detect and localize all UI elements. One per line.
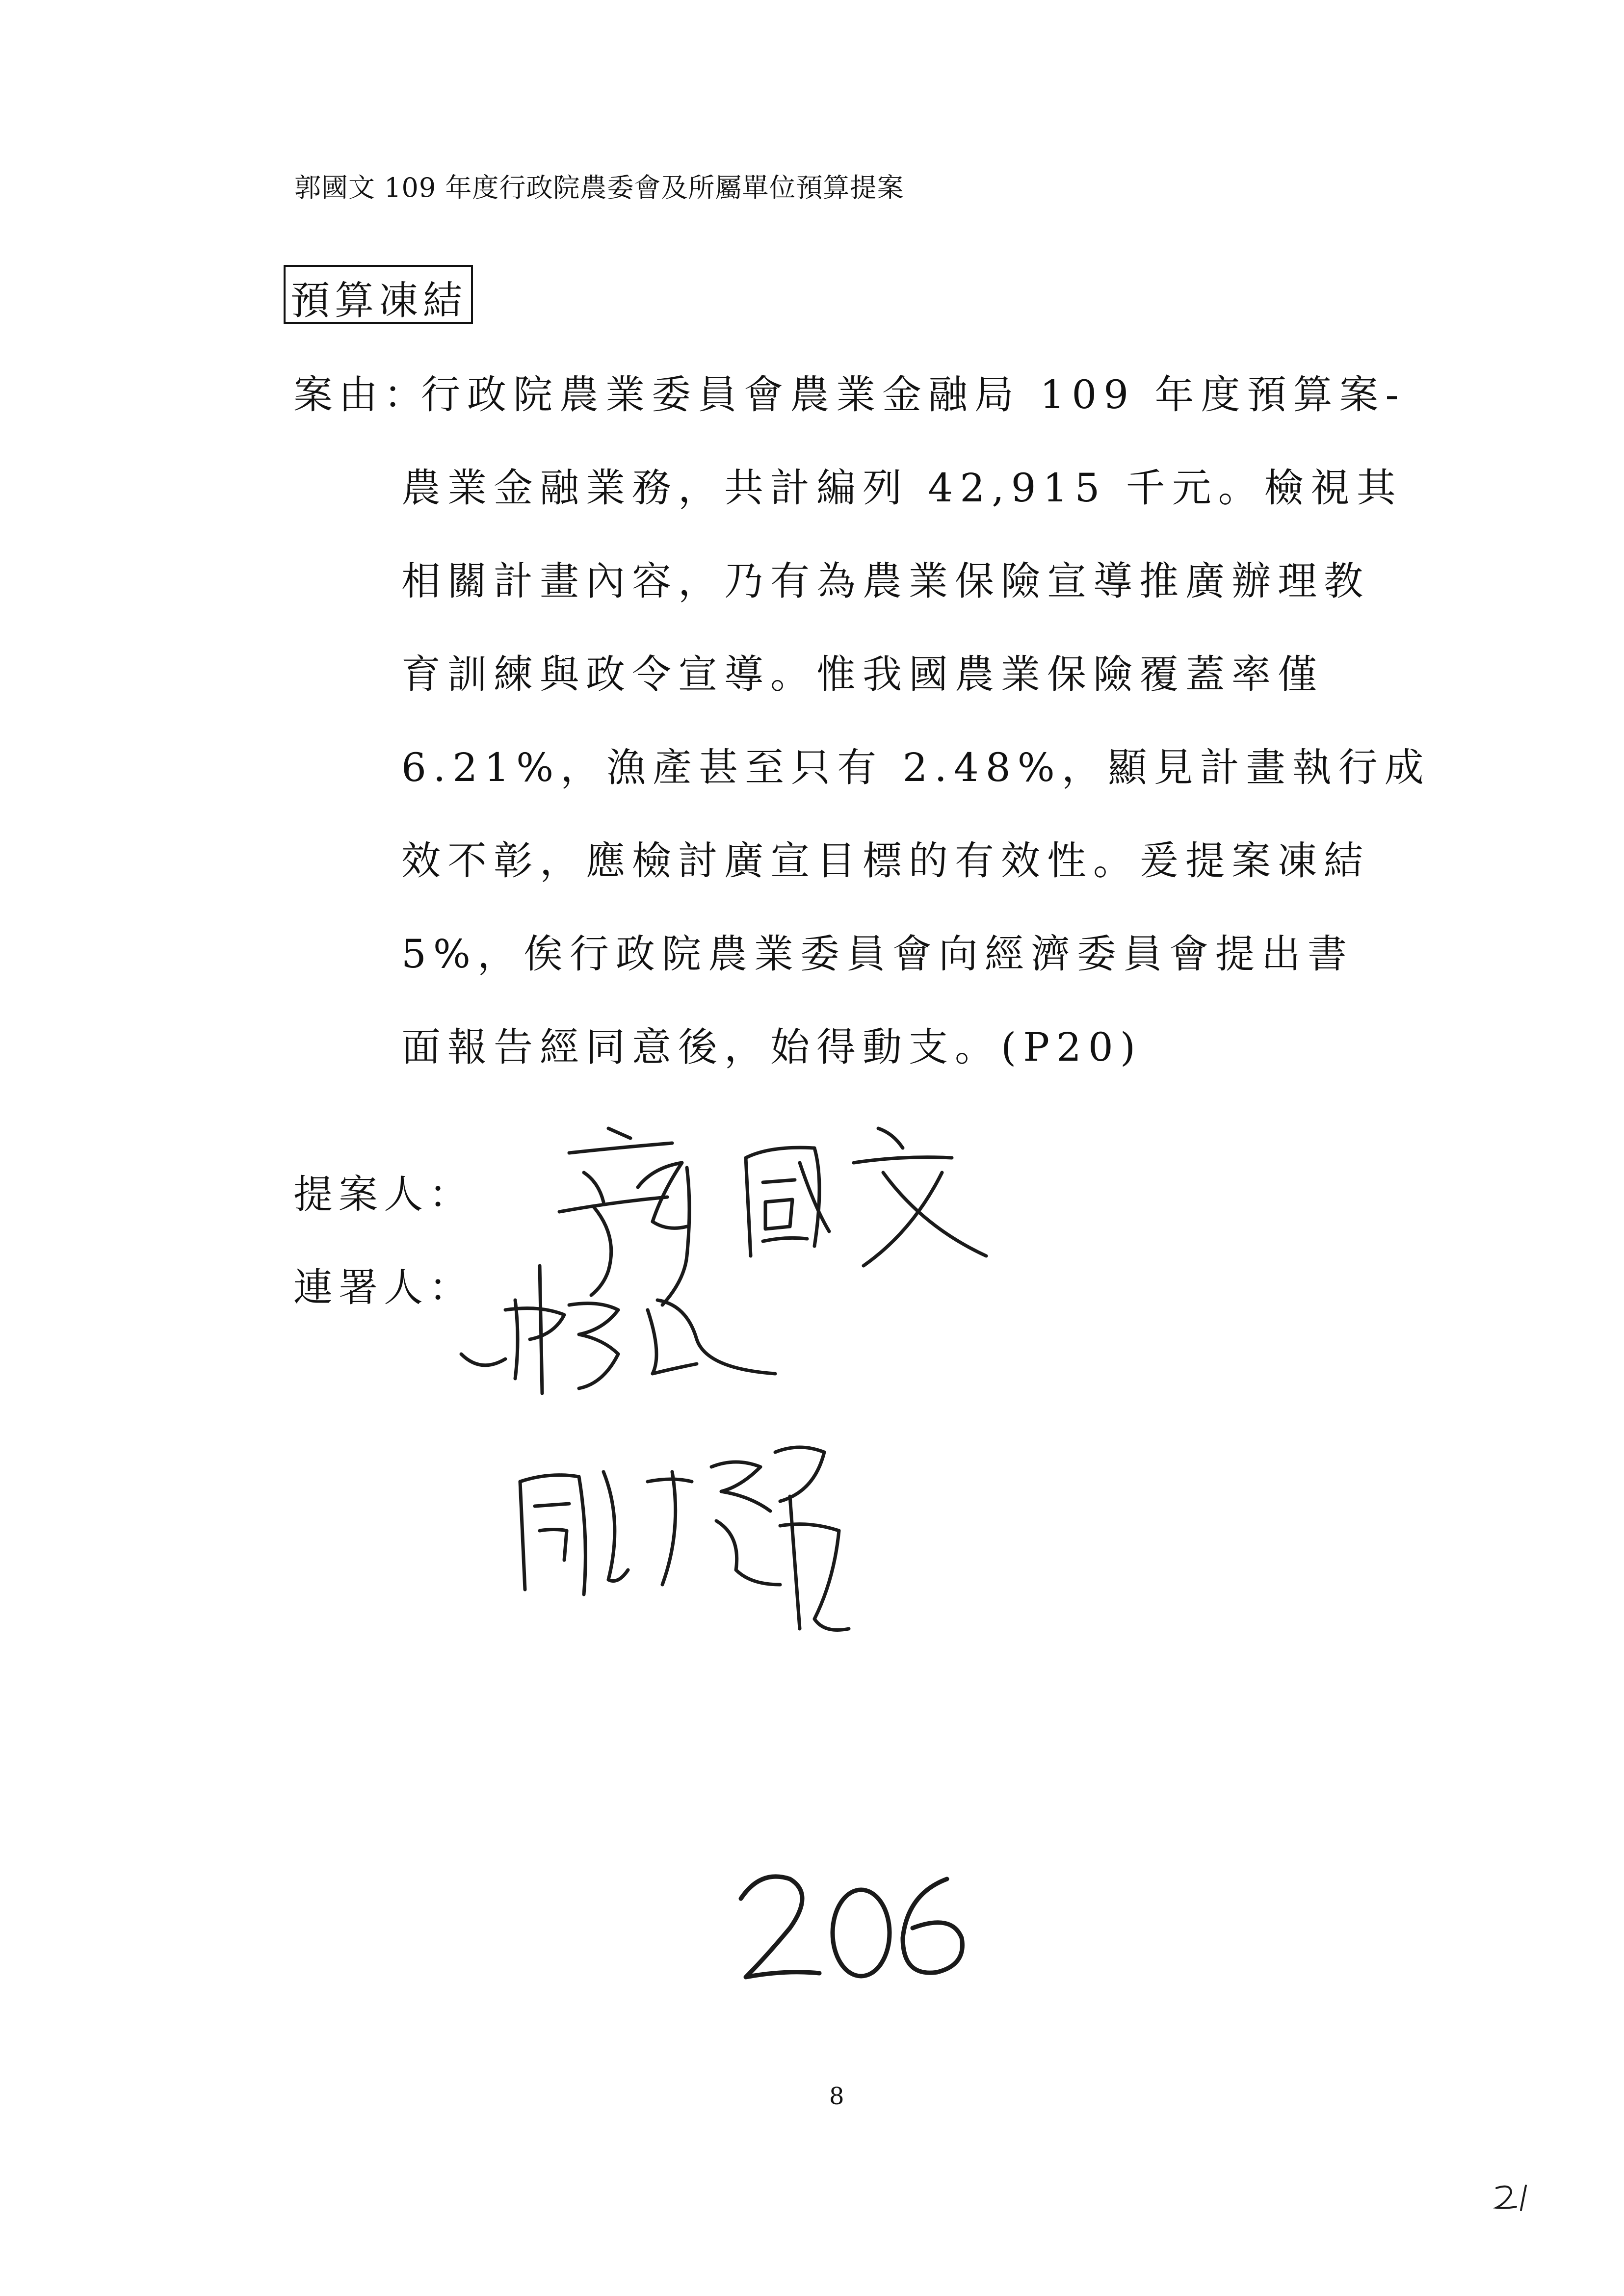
- cosigner-signature-1: [442, 1256, 785, 1403]
- case-line-7: 5%，俟行政院農業委員會向經濟委員會提出書: [401, 931, 1354, 977]
- page-number: 8: [829, 2083, 844, 2110]
- case-line-5: 6.21%，漁產甚至只有 2.48%，顯見計畫執行成: [401, 745, 1431, 790]
- proposer-label: 提案人：: [293, 1172, 474, 1217]
- case-line-8: 面報告經同意後，始得動支。(P20): [401, 1024, 1143, 1070]
- case-line-3: 相關計畫內容，乃有為農業保險宣導推廣辦理教: [401, 558, 1370, 604]
- handwritten-number: [731, 1859, 976, 1992]
- cosigner-signature-2: [505, 1423, 908, 1648]
- case-label: 案由：: [293, 372, 429, 417]
- case-line-4: 育訓練與政令宣導。惟我國農業保險覆蓋率僅: [401, 652, 1324, 697]
- case-line-1: 行政院農業委員會農業金融局 109 年度預算案-: [421, 372, 1406, 417]
- document-header: 郭國文 109 年度行政院農委會及所屬單位預算提案: [294, 172, 904, 203]
- case-line-2: 農業金融業務，共計編列 42,915 千元。檢視其: [401, 465, 1403, 511]
- budget-freeze-tag: 預算凍結: [290, 278, 467, 323]
- cosigner-label: 連署人：: [293, 1265, 474, 1310]
- case-line-6: 效不彰，應檢討廣宣目標的有效性。爰提案凍結: [401, 838, 1370, 884]
- corner-mark: [1492, 2178, 1541, 2218]
